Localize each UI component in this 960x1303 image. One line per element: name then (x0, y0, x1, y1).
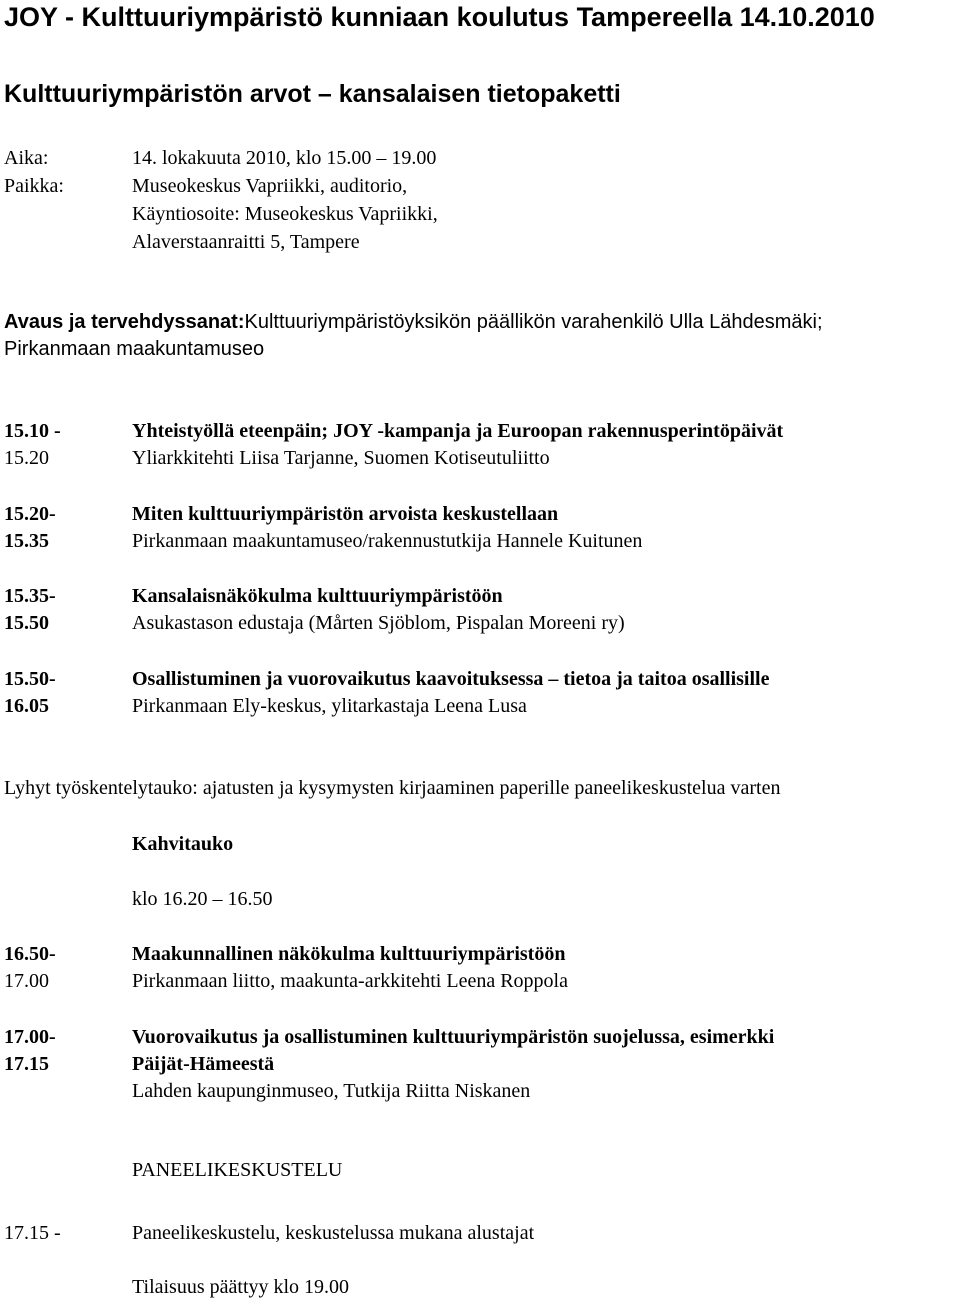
panel-time: 17.15 - (4, 1222, 61, 1244)
document-subtitle: Kulttuuriympäristön arvot – kansalaisen tietopaketti (4, 80, 621, 108)
program-speaker: Pirkanmaan Ely-keskus, ylitarkastaja Leena Lusa (132, 695, 527, 717)
time-label: Aika: (4, 147, 49, 169)
program-title: Osallistuminen ja vuorovaikutus kaavoituksessa – tietoa ja taitoa osallisille (132, 668, 770, 690)
end-time: 16.05 (4, 695, 49, 717)
end-time: 15.50 (4, 612, 49, 634)
end-time: 17.00 (4, 970, 49, 992)
place-line: Museokeskus Vapriikki, auditorio, (132, 175, 408, 197)
program-title-continued: Päijät-Hämeestä (132, 1053, 275, 1075)
program-speaker: Lahden kaupunginmuseo, Tutkija Riitta Niskanen (132, 1080, 531, 1102)
program-title: Maakunnallinen näkökulma kulttuuriympäristöön (132, 943, 566, 965)
event-end: Tilaisuus päättyy klo 19.00 (132, 1276, 350, 1298)
program-title: Vuorovaikutus ja osallistuminen kulttuuriympäristön suojelussa, esimerkki (132, 1026, 775, 1048)
time-value: 14. lokakuuta 2010, klo 15.00 – 19.00 (132, 147, 437, 169)
opening-label: Avaus ja tervehdyssanat: (4, 311, 245, 333)
opening-text: Kulttuuriympäristöyksikön päällikön varahenkilö Ulla Lähdesmäki; (244, 311, 823, 333)
end-time: 17.15 (4, 1053, 49, 1075)
opening-text-continued: Pirkanmaan maakuntamuseo (4, 338, 265, 360)
coffee-break-time: klo 16.20 – 16.50 (132, 888, 273, 910)
program-title: Yhteistyöllä eteenpäin; JOY -kampanja ja Euroopan rakennusperintöpäivät (132, 420, 784, 442)
start-time: 15.50- (4, 668, 56, 690)
program-speaker: Pirkanmaan liitto, maakunta-arkkitehti Leena Roppola (132, 970, 568, 992)
start-time: 15.20- (4, 503, 56, 525)
end-time: 15.35 (4, 530, 49, 552)
program-speaker: Yliarkkitehti Liisa Tarjanne, Suomen Kotiseutuliitto (132, 447, 550, 469)
panel-text: Paneelikeskustelu, keskustelussa mukana alustajat (132, 1222, 535, 1244)
place-line: Käyntiosoite: Museokeskus Vapriikki, (132, 203, 438, 225)
program-speaker: Asukastason edustaja (Mårten Sjöblom, Pispalan Moreeni ry) (132, 612, 625, 634)
break-note: Lyhyt työskentelytauko: ajatusten ja kysymysten kirjaaminen paperille paneelikeskustelua varten (4, 777, 781, 799)
document-title: JOY - Kulttuuriympäristö kunniaan koulutus Tampereella 14.10.2010 (4, 2, 875, 32)
start-time: 15.35- (4, 585, 56, 607)
opening-line (4, 311, 823, 334)
coffee-break-title: Kahvitauko (132, 833, 234, 855)
program-title: Miten kulttuuriympäristön arvoista keskustellaan (132, 503, 559, 525)
start-time: 16.50- (4, 943, 56, 965)
start-time: 17.00- (4, 1026, 56, 1048)
start-time: 15.10 - (4, 420, 61, 442)
panel-heading: PANEELIKESKUSTELU (132, 1159, 343, 1181)
program-title: Kansalaisnäkökulma kulttuuriympäristöön (132, 585, 503, 607)
program-speaker: Pirkanmaan maakuntamuseo/rakennustutkija Hannele Kuitunen (132, 530, 643, 552)
place-line: Alaverstaanraitti 5, Tampere (132, 231, 360, 253)
place-label: Paikka: (4, 175, 64, 197)
end-time: 15.20 (4, 447, 49, 469)
